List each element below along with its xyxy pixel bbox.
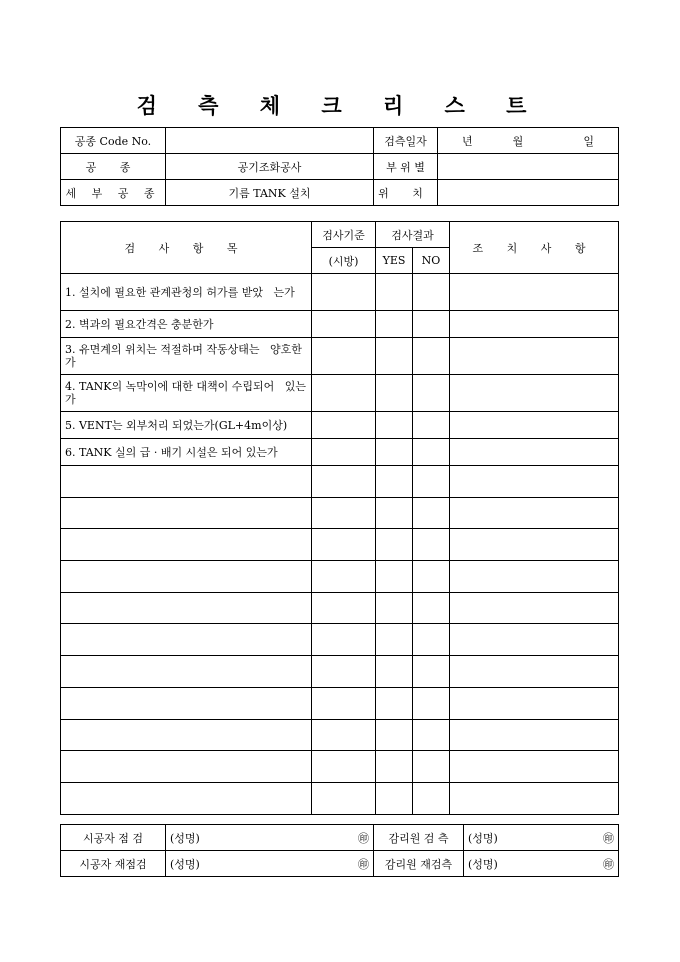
supervisor-reinspect-name[interactable] [464,851,619,877]
name-label: (성명) [468,857,498,871]
no-cell[interactable] [413,274,450,311]
yes-cell[interactable] [376,687,413,719]
no-cell[interactable] [413,412,450,439]
item-cell[interactable] [61,592,312,624]
code-label: 공종 Code No. [61,128,166,154]
yes-cell[interactable] [376,561,413,593]
table-row [61,311,619,338]
col-action-header: 조 치 사 항 [450,222,619,274]
standard-cell[interactable] [312,719,376,751]
standard-cell[interactable] [312,274,376,311]
month-label: 월 [512,134,524,148]
item-cell[interactable] [61,751,312,783]
standard-cell[interactable] [312,624,376,656]
item-cell[interactable] [61,719,312,751]
yes-cell[interactable] [376,338,413,375]
action-cell[interactable] [450,529,619,561]
year-label: 년 [462,134,473,148]
seal-icon: ㊞ [603,857,614,871]
no-cell[interactable] [413,624,450,656]
contractor-inspect-name[interactable] [166,825,374,851]
item-cell[interactable] [61,497,312,529]
item-cell[interactable] [61,624,312,656]
standard-cell[interactable] [312,656,376,688]
yes-cell[interactable] [376,466,413,498]
no-cell[interactable] [413,338,450,375]
yes-cell[interactable] [376,439,413,466]
action-cell[interactable] [450,497,619,529]
item-cell[interactable] [61,687,312,719]
action-cell[interactable] [450,311,619,338]
seal-icon: ㊞ [603,831,614,845]
no-cell[interactable] [413,782,450,814]
table-row [61,375,619,412]
table-row [61,687,619,719]
no-cell[interactable] [413,311,450,338]
table-row [61,592,619,624]
standard-cell[interactable] [312,782,376,814]
supervisor-inspect-name[interactable] [464,825,619,851]
col-result-header: 검사결과 [376,222,450,248]
col-yes-header: YES [376,248,413,274]
work-value[interactable]: 공기조화공사 [166,154,374,180]
contractor-reinspect-label: 시공자 재점검 [61,851,166,877]
action-cell[interactable] [450,719,619,751]
no-cell[interactable] [413,751,450,783]
no-cell[interactable] [413,719,450,751]
table-row [61,338,619,375]
page-title: 검 측 체 크 리 스 트 [136,93,544,118]
detail-label: 세 부 공 종 [61,180,166,206]
action-cell[interactable] [450,592,619,624]
col-standard-header: 검사기준 [312,222,376,248]
standard-cell[interactable] [312,466,376,498]
item-cell[interactable] [61,466,312,498]
standard-cell[interactable] [312,338,376,375]
yes-cell[interactable] [376,412,413,439]
yes-cell[interactable] [376,311,413,338]
contractor-inspect-label: 시공자 점 검 [61,825,166,851]
table-row [61,656,619,688]
no-cell[interactable] [413,592,450,624]
no-cell[interactable] [413,687,450,719]
table-row [61,719,619,751]
yes-cell[interactable] [376,782,413,814]
contractor-reinspect-name[interactable] [166,851,374,877]
action-cell[interactable] [450,751,619,783]
location-label: 위 치 [374,180,438,206]
date-label: 검측일자 [374,128,438,154]
standard-cell[interactable] [312,412,376,439]
no-cell[interactable] [413,375,450,412]
yes-cell[interactable] [376,497,413,529]
yes-cell[interactable] [376,375,413,412]
yes-cell[interactable] [376,274,413,311]
seal-icon: ㊞ [358,857,369,871]
item-cell[interactable] [61,561,312,593]
standard-cell[interactable] [312,375,376,412]
item-text: 6. TANK 실의 급 · 배기 시설은 되어 있는가 [61,439,312,466]
action-cell[interactable] [450,439,619,466]
standard-cell[interactable] [312,497,376,529]
code-value[interactable] [166,128,374,154]
item-cell[interactable] [61,529,312,561]
item-text: 2. 벽과의 필요간격은 충분한가 [61,311,312,338]
item-cell[interactable] [61,656,312,688]
items-table [60,221,619,815]
standard-cell[interactable] [312,687,376,719]
yes-cell[interactable] [376,751,413,783]
action-cell[interactable] [450,687,619,719]
item-text: 3. 유면계의 위치는 적절하며 작동상태는 양호한가 [61,338,312,375]
col-item-header: 검 사 항 목 [61,222,312,274]
yes-cell[interactable] [376,592,413,624]
action-cell[interactable] [450,466,619,498]
table-row [61,439,619,466]
table-row [61,529,619,561]
item-text: 4. TANK의 녹막이에 대한 대책이 수립되어 있는가 [61,375,312,412]
no-cell[interactable] [413,439,450,466]
yes-cell[interactable] [376,719,413,751]
col-no-header: NO [413,248,450,274]
standard-cell[interactable] [312,311,376,338]
date-value[interactable] [438,128,619,154]
name-label: (성명) [170,857,200,871]
standard-cell[interactable] [312,529,376,561]
table-row [61,751,619,783]
no-cell[interactable] [413,529,450,561]
standard-cell[interactable] [312,561,376,593]
name-label: (성명) [468,831,498,845]
supervisor-inspect-label: 감리원 검 측 [374,825,464,851]
standard-cell[interactable] [312,439,376,466]
action-cell[interactable] [450,338,619,375]
yes-cell[interactable] [376,529,413,561]
table-row [61,466,619,498]
col-standard-sub: (시방) [312,248,376,274]
yes-cell[interactable] [376,624,413,656]
table-row [61,412,619,439]
action-cell[interactable] [450,782,619,814]
part-label: 부 위 별 [374,154,438,180]
part-value[interactable] [438,154,619,180]
yes-cell[interactable] [376,656,413,688]
no-cell[interactable] [413,656,450,688]
sign-table [60,824,619,877]
action-cell[interactable] [450,375,619,412]
item-cell[interactable] [61,782,312,814]
action-cell[interactable] [450,656,619,688]
table-row [61,561,619,593]
table-row [61,274,619,311]
work-label: 공 종 [61,154,166,180]
no-cell[interactable] [413,561,450,593]
item-text: 1. 설치에 필요한 관계관청의 허가를 받았 는가 [61,274,312,311]
action-cell[interactable] [450,274,619,311]
action-cell[interactable] [450,561,619,593]
table-row [61,497,619,529]
info-table [60,127,619,206]
item-text: 5. VENT는 외부처리 되었는가(GL+4m이상) [61,412,312,439]
no-cell[interactable] [413,466,450,498]
location-value[interactable] [438,180,619,206]
seal-icon: ㊞ [358,831,369,845]
table-row [61,782,619,814]
standard-cell[interactable] [312,751,376,783]
supervisor-reinspect-label: 감리원 재검측 [374,851,464,877]
detail-value[interactable]: 기름 TANK 설치 [166,180,374,206]
day-label: 일 [583,134,594,148]
table-row [61,624,619,656]
action-cell[interactable] [450,624,619,656]
no-cell[interactable] [413,497,450,529]
action-cell[interactable] [450,412,619,439]
name-label: (성명) [170,831,200,845]
standard-cell[interactable] [312,592,376,624]
